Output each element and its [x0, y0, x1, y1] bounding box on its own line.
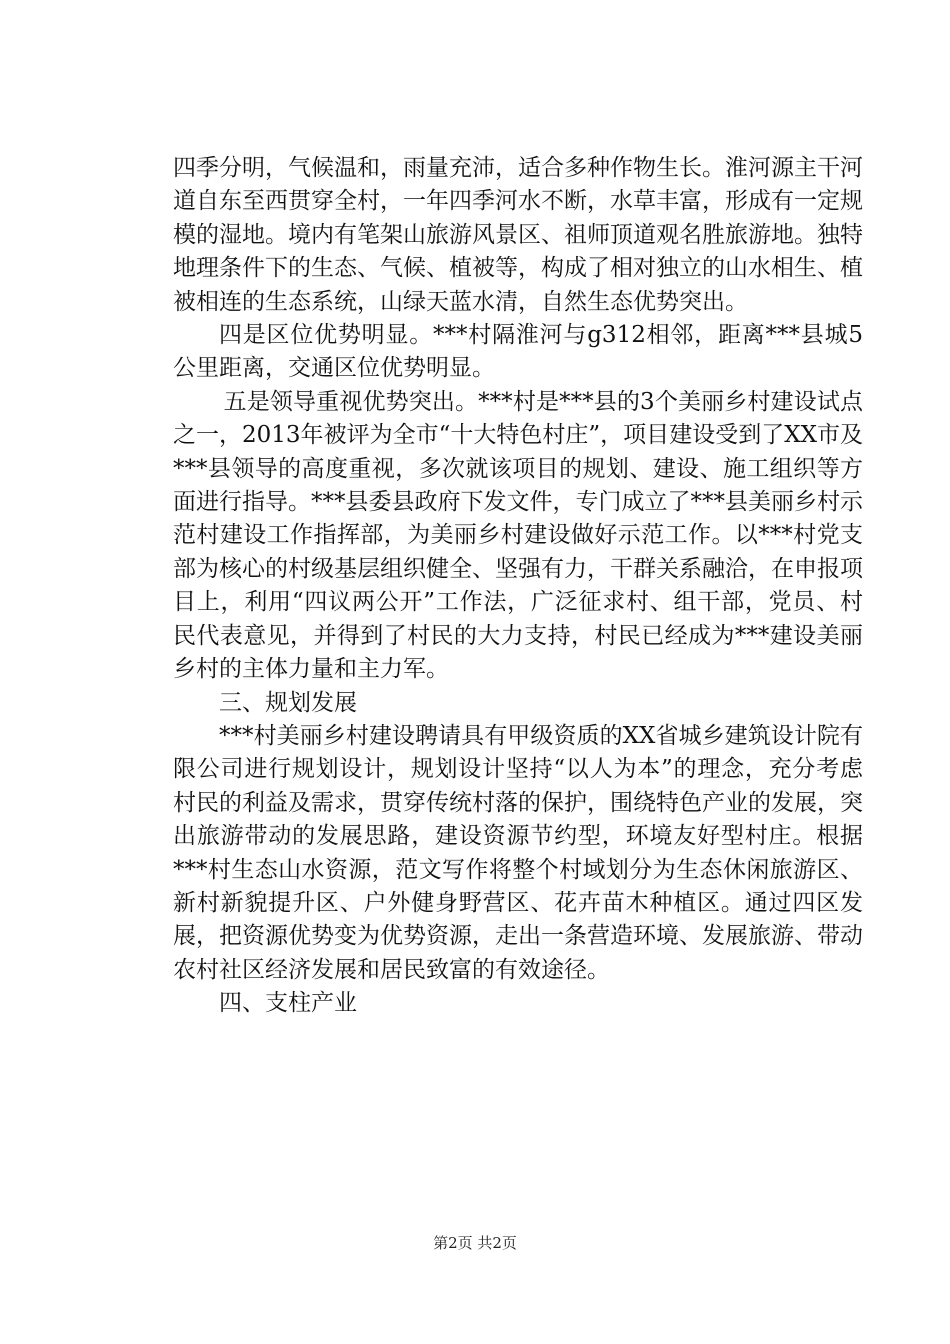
- paragraph-location-advantage: 四是区位优势明显。***村隔淮河与g312相邻，距离***县城5公里距离，交通区位优势明显。: [173, 322, 863, 382]
- document-body: [173, 152, 863, 1021]
- paragraph-ecology: 四季分明，气候温和，雨量充沛，适合多种作物生长。淮河源主干河道自东至西贯穿全村，一年四季河水不断，水草丰富，形成有一定规模的湿地。境内有笔架山旅游风景区、祖师顶道观名胜旅游地。独特地理条件下的生态、气候、植被等，构成了相对独立的山水相生、植被相连的生态系统，山绿天蓝水清，自然生态优势突出。: [173, 155, 863, 315]
- section-heading-pillar-industry: 四、支柱产业: [219, 990, 357, 1017]
- page-footer: 第2页 共2页: [433, 1234, 517, 1252]
- paragraph-leadership-support: 五是领导重视优势突出。***村是***县的3个美丽乡村建设试点之一，2013年被评为全市“十大特色村庄”，项目建设受到了XX市及***县领导的高度重视，多次就该项目的规划、建设、施工组织等方面进行指导。***县委县政府下发文件，专门成立了***县美丽乡村示范村建设工作指挥部，为美丽乡村建设做好示范工作。以***村党支部为核心的村级基层组织健全、坚强有力，干群关系融洽，在申报项目上，利用“四议两公开”工作法，广泛征求村、组干部，党员、村民代表意见，并得到了村民的大力支持，村民已经成为***建设美丽乡村的主体力量和主力军。: [173, 388, 863, 683]
- paragraph-planning-development: ***村美丽乡村建设聘请具有甲级资质的XX省城乡建筑设计院有限公司进行规划设计，规划设计坚持“以人为本”的理念，充分考虑村民的利益及需求，贯穿传统村落的保护，围绕特色产业的发展，突出旅游带动的发展思路，建设资源节约型，环境友好型村庄。根据***村生态山水资源，范文写作将整个村域划分为生态休闲旅游区、新村新貌提升区、户外健身野营区、花卉苗木种植区。通过四区发展，把资源优势变为优势资源，走出一条营造环境、发展旅游、带动农村社区经济发展和居民致富的有效途径。: [173, 722, 863, 983]
- section-heading-planning: 三、规划发展: [219, 689, 357, 716]
